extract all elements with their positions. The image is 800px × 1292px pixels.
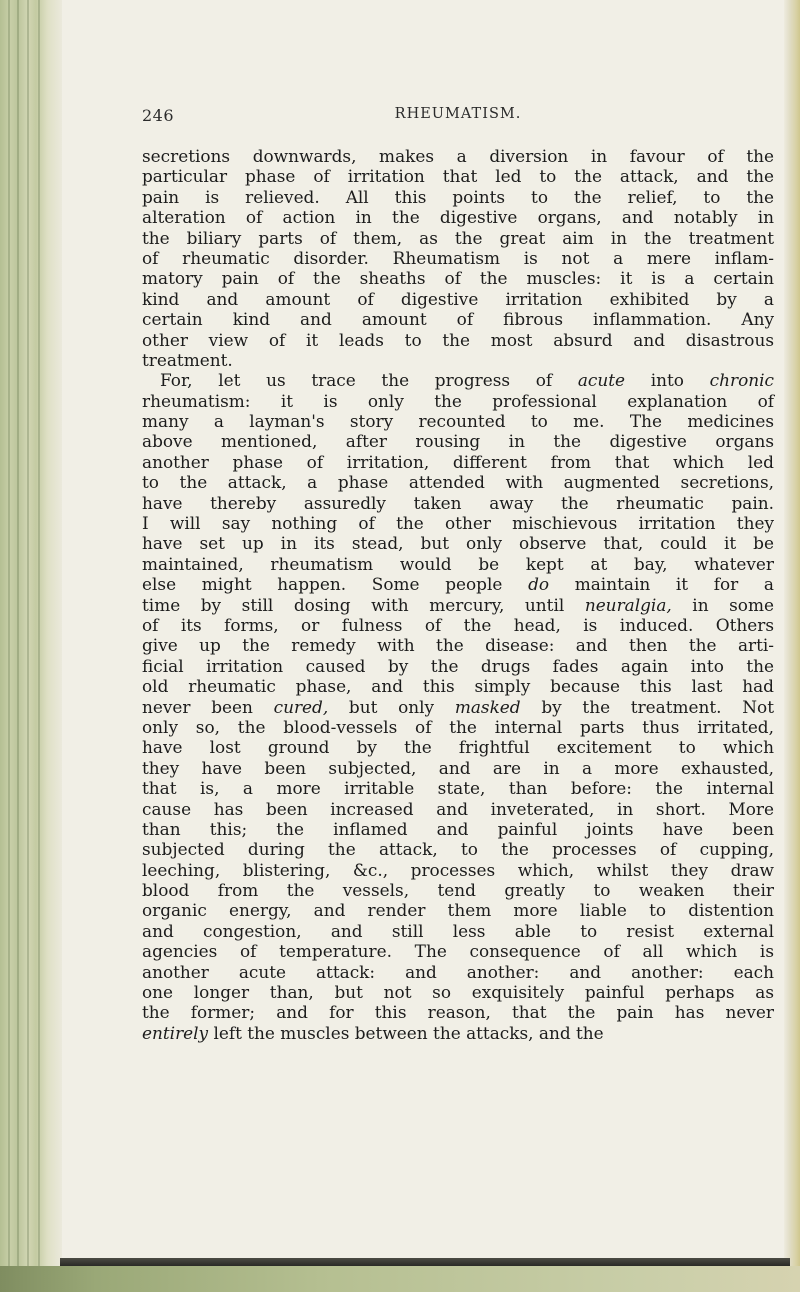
- page-bottom-shadow: [60, 1258, 790, 1266]
- page-right-edge: [784, 0, 800, 1292]
- text-line: [142, 1023, 774, 1043]
- text-line: rheumatism: it is only the professional explanation of: [142, 390, 774, 411]
- text-line: above mentioned, after rousing in the digestive organs: [142, 431, 774, 452]
- scan-bottom-border: [0, 1266, 800, 1292]
- page-header: [142, 106, 774, 130]
- text-run: else might happen. Some people: [142, 574, 529, 595]
- text-line: of its forms, or fulness of the head, is induced. Others: [142, 614, 774, 635]
- text-line: secretions downwards, makes a diversion in favour of the: [142, 146, 774, 166]
- emphasis-text: do: [528, 574, 550, 595]
- text-line: many a layman's story recounted to me. The medicines: [142, 411, 774, 432]
- text-line: agencies of temperature. The consequence of all which is: [142, 941, 774, 962]
- text-line: have set up in its stead, but only observe that, could it be: [142, 533, 774, 554]
- text-line: have thereby assuredly taken away the rheumatic pain.: [142, 492, 774, 513]
- text-line: only so, the blood-vessels of the internal parts thus irritated,: [142, 716, 774, 737]
- text-line: organic energy, and render them more liable to distention: [142, 900, 774, 921]
- text-line: other view of it leads to the most absurd and disastrous: [142, 329, 774, 350]
- text-line: [142, 697, 774, 717]
- text-line: of rheumatic disorder. Rheumatism is not a mere inflam-: [142, 247, 774, 268]
- text-line: give up the remedy with the disease: and then the arti-: [142, 635, 774, 656]
- text-run: left the muscles between the attacks, and the: [208, 1022, 604, 1043]
- text-line: blood from the vessels, tend greatly to weaken their: [142, 880, 774, 901]
- text-line: matory pain of the sheaths of the muscles: it is a certain: [142, 268, 774, 289]
- text-line: one longer than, but not so exquisitely painful perhaps as: [142, 982, 774, 1003]
- text-line: [142, 370, 774, 390]
- text-line: another acute attack: and another: and another: each: [142, 961, 774, 982]
- text-line: kind and amount of digestive irritation exhibited by a: [142, 288, 774, 309]
- emphasis-text: chronic: [709, 370, 774, 391]
- book-binding-edge: [0, 0, 62, 1292]
- text-run: by the treatment. Not: [520, 696, 774, 717]
- text-run: maintain it for a: [549, 574, 774, 595]
- text-line: certain kind and amount of fibrous inflammation. Any: [142, 309, 774, 330]
- emphasis-text: entirely: [142, 1022, 209, 1043]
- text-line: subjected during the attack, to the processes of cupping,: [142, 839, 774, 860]
- text-line: old rheumatic phase, and this simply because this last had: [142, 676, 774, 697]
- text-line: than this; the inflamed and painful joints have been: [142, 818, 774, 839]
- text-line: that is, a more irritable state, than before: the internal: [142, 778, 774, 799]
- text-line: pain is relieved. All this points to the relief, to the: [142, 186, 774, 207]
- emphasis-text: neuralgia,: [584, 594, 672, 615]
- text-line: have lost ground by the frightful excitement to which: [142, 737, 774, 758]
- text-line: and congestion, and still less able to resist external: [142, 920, 774, 941]
- text-line: cause has been increased and inveterated, in short. More: [142, 798, 774, 819]
- emphasis-text: cured,: [273, 696, 329, 717]
- emphasis-text: masked: [454, 696, 521, 717]
- text-line: another phase of irritation, different from that which led: [142, 451, 774, 472]
- text-line: alteration of action in the digestive organs, and notably in: [142, 207, 774, 228]
- text-run: into: [625, 370, 710, 391]
- text-line: particular phase of irritation that led to the attack, and the: [142, 166, 774, 187]
- text-line: the biliary parts of them, as the great aim in the treatment: [142, 227, 774, 248]
- body-text: [142, 146, 774, 1043]
- emphasis-text: acute: [577, 370, 626, 391]
- text-run: never been: [142, 696, 274, 717]
- text-line: [142, 574, 774, 594]
- text-line: treatment.: [142, 349, 233, 370]
- running-title: RHEUMATISM.: [394, 106, 522, 122]
- text-run: For, let us trace the progress of: [160, 370, 578, 391]
- text-line: the former; and for this reason, that the pain has never: [142, 1002, 774, 1023]
- text-line: leeching, blistering, &c., processes which, whilst they draw: [142, 859, 774, 880]
- text-line: to the attack, a phase attended with augmented secretions,: [142, 472, 774, 493]
- text-run: time by still dosing with mercury, until: [142, 594, 585, 615]
- text-line: ficial irritation caused by the drugs fades again into the: [142, 655, 774, 676]
- page-number: 246: [142, 106, 175, 125]
- text-line: they have been subjected, and are in a more exhausted,: [142, 757, 774, 778]
- text-line: maintained, rheumatism would be kept at bay, whatever: [142, 553, 774, 574]
- text-line: I will say nothing of the other mischievous irritation they: [142, 513, 774, 534]
- text-run: but only: [328, 696, 455, 717]
- text-run: in some: [671, 594, 774, 615]
- book-page: [62, 0, 784, 1258]
- text-line: [142, 595, 774, 615]
